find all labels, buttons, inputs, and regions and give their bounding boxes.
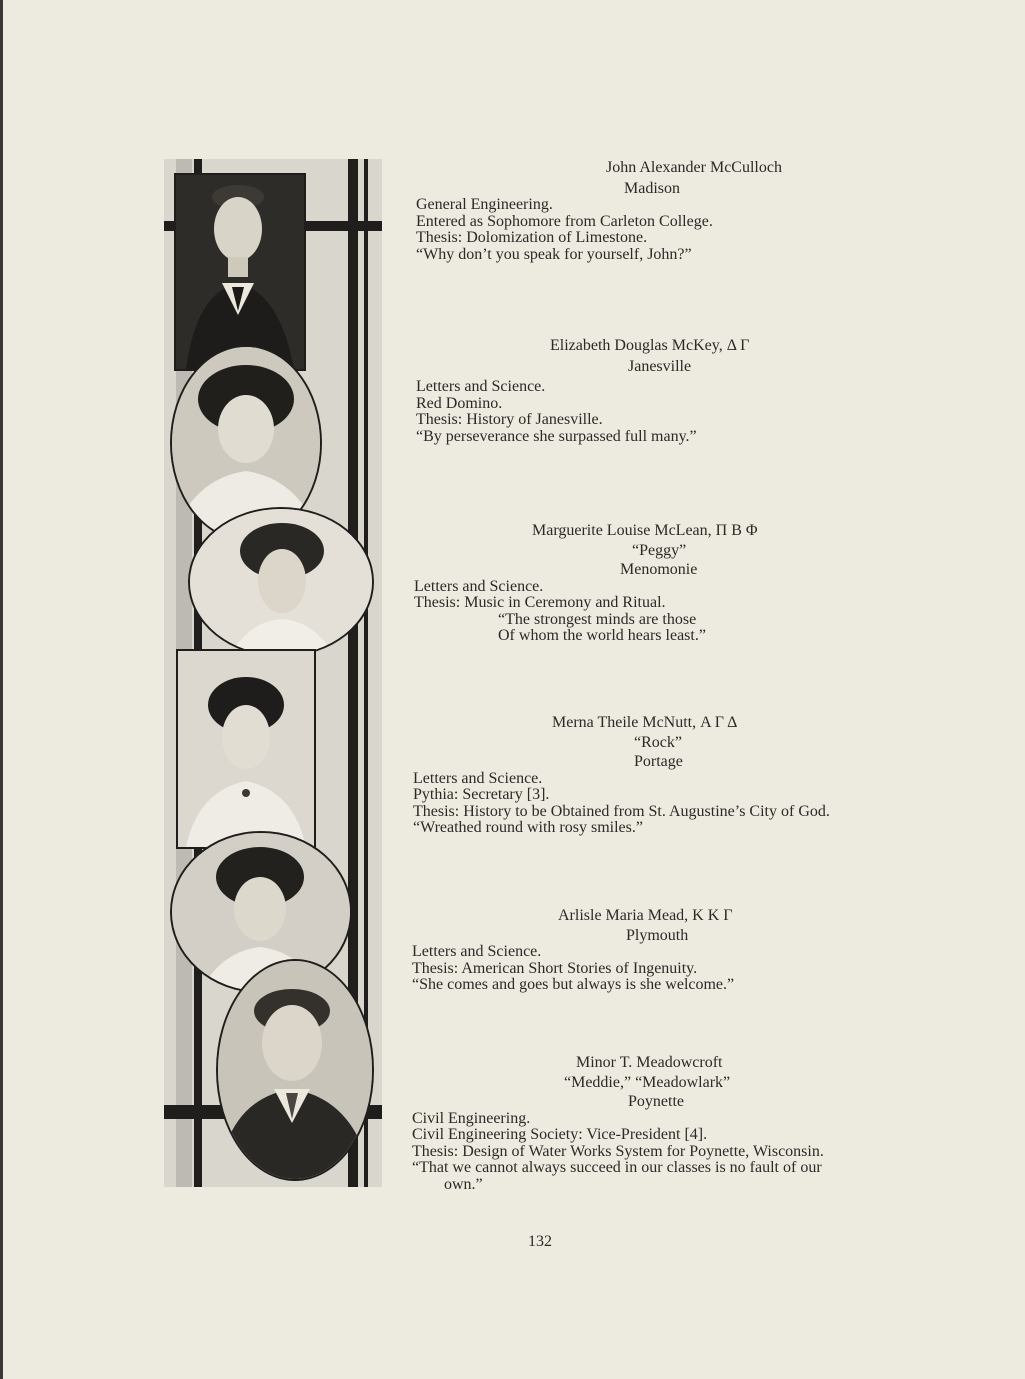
portrait-photo bbox=[216, 959, 374, 1181]
entry-line: Thesis: Design of Water Works System for Poynette, Wisconsin. bbox=[412, 1142, 824, 1160]
student-entry bbox=[413, 715, 923, 837]
student-hometown: Plymouth bbox=[626, 926, 689, 944]
student-nickname: “Meddie,” “Meadowlark” bbox=[564, 1073, 731, 1091]
entry-line: “Wreathed round with rosy smiles.” bbox=[413, 819, 643, 836]
entry-line: own.” bbox=[444, 1175, 483, 1193]
entry-line: “By perseverance she surpassed full many.” bbox=[416, 427, 697, 445]
entry-line: Red Domino. bbox=[416, 394, 503, 412]
student-name: John Alexander McCulloch bbox=[606, 159, 782, 176]
student-hometown: Menomonie bbox=[620, 561, 698, 578]
entry-line: “She comes and goes but always is she welcome.” bbox=[412, 976, 735, 993]
entry-line: Entered as Sophomore from Carleton College. bbox=[416, 212, 713, 230]
entry-line: Thesis: Dolomization of Limestone. bbox=[416, 229, 648, 246]
entry-line: “That we cannot always succeed in our classes is no fault of our bbox=[412, 1159, 822, 1176]
student-hometown: Poynette bbox=[628, 1093, 684, 1110]
quote-line: “The strongest minds are those bbox=[498, 610, 697, 628]
entry-line: “Why don’t you speak for yourself, John?” bbox=[416, 245, 692, 263]
entry-line: Letters and Science. bbox=[416, 378, 546, 395]
student-hometown: Portage bbox=[634, 753, 683, 770]
student-nickname: “Peggy” bbox=[632, 541, 687, 559]
entry-line: Thesis: Music in Ceremony and Ritual. bbox=[414, 594, 666, 611]
portrait-strip bbox=[164, 159, 382, 1187]
student-entry bbox=[414, 523, 914, 645]
student-entry bbox=[416, 160, 916, 263]
page-number: 132 bbox=[528, 1233, 552, 1250]
entry-line: Thesis: American Short Stories of Ingenuity. bbox=[412, 959, 698, 977]
entry-line: Thesis: History of Janesville. bbox=[416, 411, 603, 428]
student-hometown: Madison bbox=[624, 179, 680, 197]
entry-line: Pythia: Secretary [3]. bbox=[413, 786, 550, 803]
portrait-photo bbox=[188, 507, 374, 657]
student-name: Arlisle Maria Mead, Κ Κ Γ bbox=[558, 907, 733, 924]
entry-line: Letters and Science. bbox=[414, 577, 544, 595]
student-entry bbox=[412, 1055, 912, 1193]
portrait-photo bbox=[176, 649, 316, 849]
entry-line: Civil Engineering Society: Vice-President [4]. bbox=[412, 1126, 708, 1143]
entry-line: Letters and Science. bbox=[412, 943, 542, 960]
student-hometown: Janesville bbox=[628, 357, 692, 375]
entry-line: Civil Engineering. bbox=[412, 1109, 531, 1127]
student-name: Minor T. Meadowcroft bbox=[576, 1054, 723, 1071]
student-name: Merna Theile McNutt, Α Γ Δ bbox=[552, 714, 738, 731]
student-name: Marguerite Louise McLean, Π Β Φ bbox=[532, 522, 758, 539]
quote-line: Of whom the world hears least.” bbox=[498, 627, 706, 644]
student-name: Elizabeth Douglas McKey, Δ Γ bbox=[550, 337, 750, 354]
student-entry bbox=[416, 338, 916, 445]
entry-line: Thesis: History to be Obtained from St. Augustine’s City of God. bbox=[413, 802, 830, 820]
entry-line: General Engineering. bbox=[416, 196, 553, 213]
student-nickname: “Rock” bbox=[634, 733, 682, 751]
page-edge bbox=[0, 0, 3, 1379]
student-entry bbox=[412, 908, 912, 994]
portrait-photo bbox=[174, 173, 306, 371]
entry-line: Letters and Science. bbox=[413, 769, 543, 787]
